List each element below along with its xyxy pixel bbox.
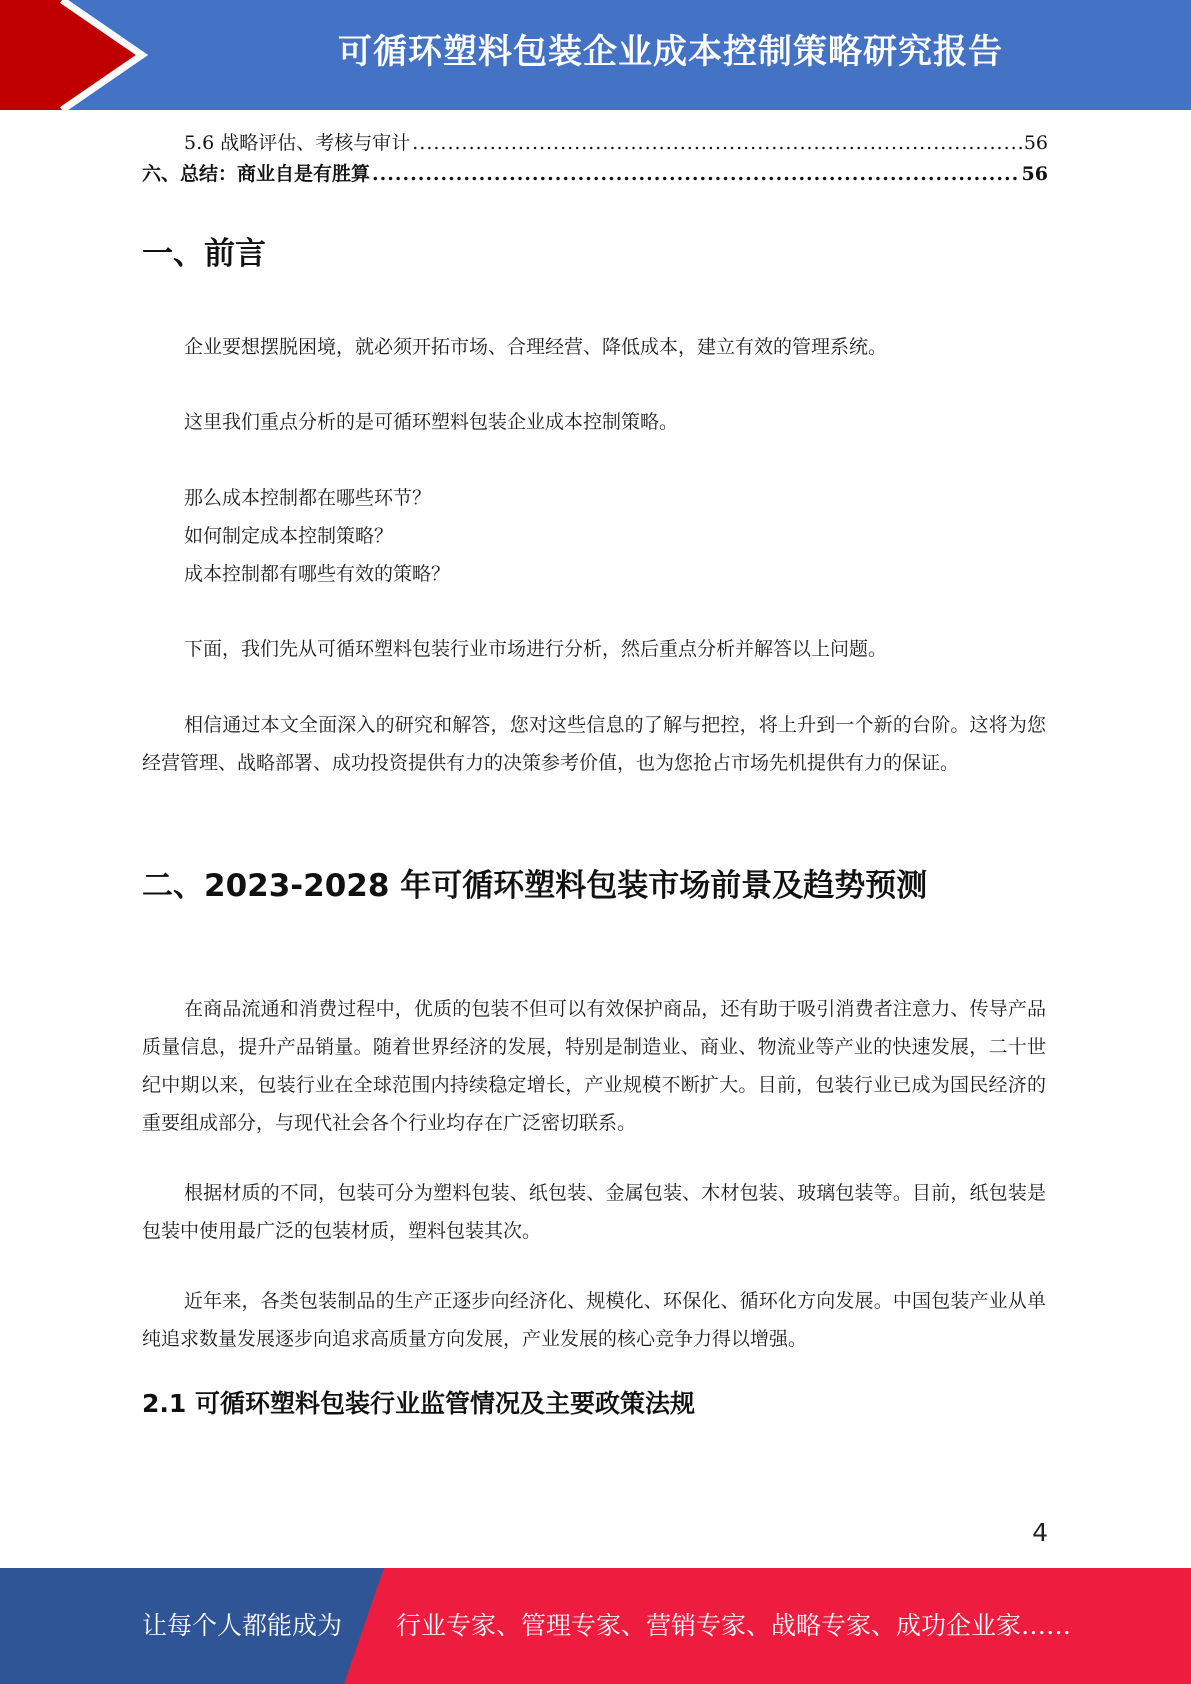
question-line: 如何制定成本控制策略？ — [184, 525, 394, 547]
toc-entry-page: 56 — [1021, 163, 1048, 185]
question-line: 那么成本控制都在哪些环节？ — [184, 487, 432, 509]
toc-dot-leader — [372, 163, 1020, 185]
footer-slogan-left: 让每个人都能成为 — [142, 1611, 343, 1640]
section-heading-market-outlook: 二、2023-2028 年可循环塑料包装市场前景及趋势预测 — [142, 868, 928, 904]
toc-entry-page: 56 — [1023, 132, 1048, 154]
paragraph: 这里我们重点分析的是可循环塑料包装企业成本控制策略。 — [184, 411, 679, 433]
paragraph: 根据材质的不同，包装可分为塑料包装、纸包装、金属包装、木材包装、玻璃包装等。目前，纸包装是包装中使用最广泛的包装材质，塑料包装其次。 — [142, 1182, 1046, 1242]
paragraph: 在商品流通和消费过程中，优质的包装不但可以有效保护商品，还有助于吸引消费者注意力、传导产品质量信息，提升产品销量。随着世界经济的发展，特别是制造业、商业、物流业等产业的快速发展，二十世纪中期以来，包装行业在全球范围内持续稳定增长，产业规模不断扩大。目前，包装行业已成为国民经济的重要组成部分，与现代社会各个行业均存在广泛密切联系。 — [142, 998, 1046, 1134]
paragraph: 近年来，各类包装制品的生产正逐步向经济化、规模化、环保化、循环化方向发展。中国包装产业从单纯追求数量发展逐步向追求高质量方向发展，产业发展的核心竞争力得以增强。 — [142, 1290, 1046, 1350]
toc-dot-leader — [412, 132, 1022, 154]
question-line: 成本控制都有哪些有效的策略？ — [184, 563, 451, 585]
subsection-heading-regulation: 2.1 可循环塑料包装行业监管情况及主要政策法规 — [142, 1389, 695, 1418]
page-number: 4 — [1032, 1518, 1048, 1547]
toc-entry-label: 六、总结：商业自是有胜算 — [142, 163, 371, 185]
paragraph: 下面，我们先从可循环塑料包装行业市场进行分析，然后重点分析并解答以上问题。 — [184, 638, 888, 660]
paragraph: 相信通过本文全面深入的研究和解答，您对这些信息的了解与把控，将上升到一个新的台阶。这将为您经营管理、战略部署、成功投资提供有力的决策参考价值，也为您抢占市场先机提供有力的保证。 — [142, 714, 1046, 774]
toc-entry[interactable] — [142, 159, 1048, 189]
toc-entry[interactable] — [184, 128, 1048, 158]
section-heading-preface: 一、前言 — [142, 236, 266, 272]
footer-slogan-right: 行业专家、管理专家、营销专家、战略专家、成功企业家…… — [396, 1611, 1072, 1640]
report-title: 可循环塑料包装企业成本控制策略研究报告 — [338, 32, 1003, 72]
footer-band — [0, 1568, 1191, 1684]
header-band — [0, 0, 1191, 110]
toc-entry-label: 5.6 战略评估、考核与审计 — [184, 132, 411, 154]
header-arrow-icon — [0, 0, 160, 110]
paragraph: 企业要想摆脱困境，就必须开拓市场、合理经营、降低成本，建立有效的管理系统。 — [184, 336, 888, 358]
